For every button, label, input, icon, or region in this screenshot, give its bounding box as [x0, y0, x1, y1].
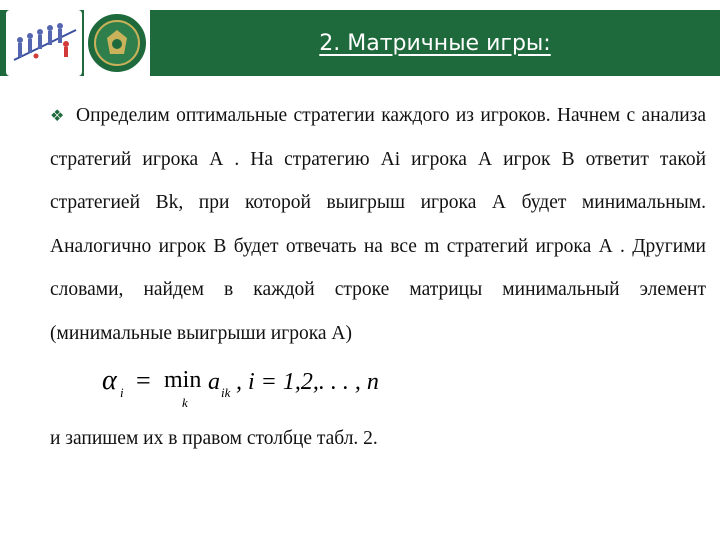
formula [50, 357, 706, 417]
slide-title: 2. Матричные игры: [319, 30, 551, 56]
formula-rest: , i = 1,2,. . . , n [236, 369, 379, 395]
formula-alpha: α [102, 365, 117, 396]
formula-a: a [208, 369, 220, 395]
formula-a-sub: ik [221, 385, 231, 400]
emblem-logo [84, 10, 150, 76]
sports-figures-logo [6, 10, 82, 76]
slide-header [0, 0, 720, 84]
formula-min: min [164, 367, 202, 393]
slide-content [50, 94, 706, 461]
formula-equals: = [136, 366, 151, 395]
formula-alpha-sub: i [120, 385, 124, 400]
formula-min-sub: k [182, 395, 188, 410]
paragraph-text: Определим оптимальные стратегии каждого из игроков. Начнем с анализа стратегий игрока А . На стратегию Аi игрока А игрок В ответит такой стратегией Вk, при которой выигрыш игрока А будет минимальным. Аналогично игрок В будет отвечать на все m стратегий игрока А . Другими словами, найдем в каждой строке матрицы минимальный элемент (минимальные выигрыши игрока А) [50, 105, 706, 344]
diamond-bullet-icon: ❖ [50, 106, 65, 125]
main-paragraph [50, 94, 706, 355]
closing-text: и запишем их в правом столбце табл. 2. [50, 428, 378, 449]
